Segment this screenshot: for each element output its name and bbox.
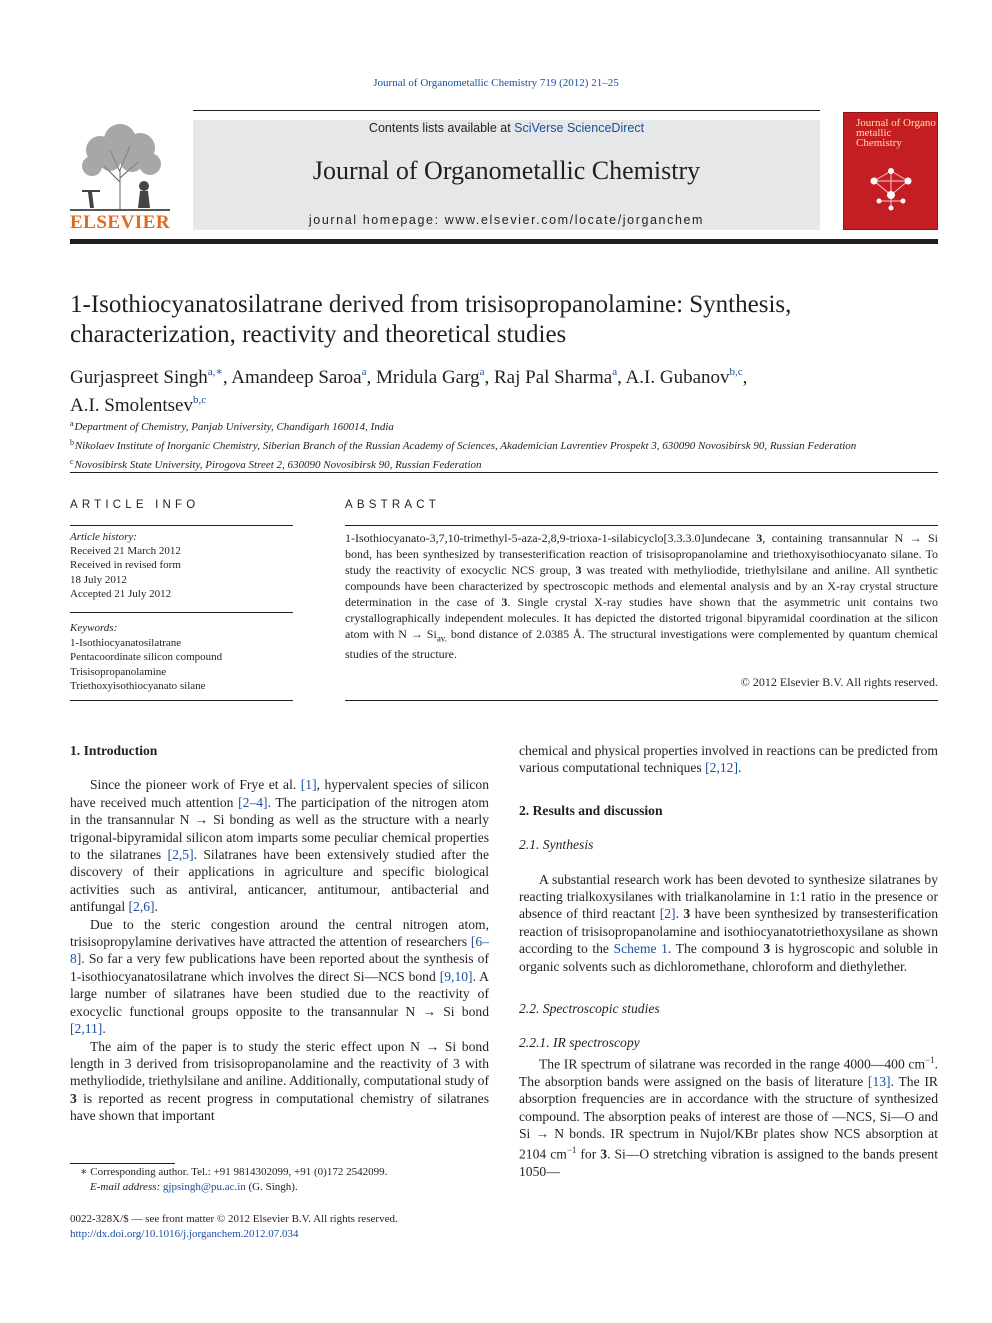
divider: [70, 525, 293, 526]
author-4-affil: a: [612, 366, 618, 378]
keywords-label: Keywords:: [70, 622, 118, 634]
abstract-heading: ABSTRACT: [345, 499, 440, 511]
author-6[interactable]: A.I. Smolentsev$^{b,c}$: [70, 394, 207, 416]
keyword: Trisisopropanolamine: [70, 665, 167, 678]
section-heading-results: 2. Results and discussion: [519, 802, 663, 818]
history-item: Received in revised form: [70, 559, 181, 572]
header-rule: [193, 110, 820, 111]
author-6-affil: b,c: [192, 394, 207, 406]
author-4[interactable]: Raj Pal Sharma$^a$: [494, 366, 618, 388]
history-item: 18 July 2012: [70, 573, 127, 586]
affiliation-b: $^b$ Nikolaev Institute of Inorganic Chemistry, Siberian Branch of the Russian Academy of Sciences, Akademician Lavrentiev Prospekt 3, 630090 Novosibirsk 90, Russian Federation: [70, 438, 857, 452]
header-thick-rule: [70, 239, 938, 244]
author-5[interactable]: A.I. Gubanov$^{b,c}$: [625, 366, 743, 388]
ref-link[interactable]: [1]: [300, 777, 317, 793]
paragraph: Due to the steric congestion around the central nitrogen atom, trisisopropylamine derivatives have attracted the attention of researchers [6–8]. So far a very few publications have been reported about the synthesis of 1-isothiocyanatosilatrane which involves the direct Si—NCS bond [9,10]. A large number of silatranes have been studied due to the reactivity of exocyclic functional groups opposite to the transannular N → Si bond [2,11].: [70, 916, 489, 1037]
affiliation-c: $^c$ Novosibirsk State University, Pirogova Street 2, 630090 Novosibirsk 90, Russian Federation: [70, 457, 482, 471]
footnote-rule: [70, 1163, 175, 1164]
section-heading-introduction: 1. Introduction: [70, 743, 158, 758]
article-info-heading: ARTICLE INFO: [70, 499, 200, 511]
history-label: Article history:: [70, 531, 137, 543]
article-history: [70, 530, 293, 601]
divider: [70, 472, 938, 473]
history-item: Received 21 March 2012: [70, 545, 181, 558]
affiliations: [70, 416, 938, 473]
author-3[interactable]: Mridula Garg$^a$: [376, 366, 485, 388]
body-column-right: [519, 742, 938, 1181]
corresponding-author: ∗ Corresponding author. Tel.: +91 9814302099, +91 (0)172 2542099.: [80, 1166, 388, 1178]
ref-link[interactable]: [2,12]: [705, 760, 738, 776]
paragraph: Since the pioneer work of Frye et al. [1], hypervalent species of silicon have received much attention [2–4]. The participation of the nitrogen atom in the transannular N → Si bonding as well as the structure with a nearly trigonal-bipyramidal silicon atom imparts some peculiar chemical properties to the silatranes [2,5]. Silatranes have been extensively studied after the discovery of their applications in agriculture and specific biological activities such as antiviral, anticancer, antitumour, antibacterial and antifungal [2,6].: [70, 777, 489, 915]
journal-title: Journal of Organometallic Chemistry: [312, 156, 701, 185]
divider: [70, 612, 293, 613]
ref-link[interactable]: [6–8]: [70, 934, 489, 967]
subsubsection-heading-ir: 2.2.1. IR spectroscopy: [519, 1035, 640, 1051]
paragraph: A substantial research work has been devoted to synthesize silatranes by reacting trialkoxysilanes with trialkanolamine in 1:1 ratio in the presence or absence of third reactant [2]. 3 have been synthesized by transesterification reaction of trisisopropanolamine and isothiocyanatotriethoxysilane as shown according to the Scheme 1. The compound 3 is hygroscopic and soluble in organic solvents such as dichloromethane, chloroform and diethylether.: [519, 871, 938, 974]
author-1[interactable]: Gurjaspreet Singh$^{a,∗}$: [70, 366, 223, 388]
doi-link[interactable]: http://dx.doi.org/10.1016/j.jorganchem.2012.07.034: [70, 1227, 299, 1240]
publication-note: [70, 1212, 489, 1241]
ref-link[interactable]: [2,5]: [167, 847, 194, 863]
issn-line: 0022-328X/$ — see front matter © 2012 Elsevier B.V. All rights reserved.: [70, 1213, 398, 1225]
keyword: 1-Isothiocyanatosilatrane: [70, 636, 182, 649]
email-line: E-mail address: gjpsingh@pu.ac.in (G. Singh).: [90, 1181, 298, 1193]
sciencedirect-link[interactable]: SciVerse ScienceDirect: [514, 121, 645, 135]
ref-link[interactable]: [2,11]: [70, 1021, 103, 1037]
author-2[interactable]: Amandeep Saroa$^a$: [231, 366, 367, 388]
keyword: Pentacoordinate silicon compound: [70, 651, 223, 663]
history-item: Accepted 21 July 2012: [70, 587, 172, 600]
tree-icon: [70, 120, 170, 212]
journal-homepage[interactable]: journal homepage: www.elsevier.com/locate/jorganchem: [308, 213, 705, 227]
journal-citation[interactable]: Journal of Organometallic Chemistry 719 (2012) 21–25: [373, 77, 619, 89]
paragraph: chemical and physical properties involved in reactions can be predicted from various computational techniques [2,12].: [519, 743, 938, 776]
abstract-text: 1-Isothiocyanato-3,7,10-trimethyl-5-aza-2,8,9-trioxa-1-silabicyclo[3.3.3.0]undecane 3, containing transannular N → Si bond, has been synthesized by transesterification reaction of trisisopropanolamine and triethoxyisothiocyanato silane. To study the reactivity of exocyclic NCS group, 3 was treated with methyliodide, triethylsilane and aniline. All synthetic compounds have been characterized by spectroscopic methods and elemental analysis and by an X-ray crystal structure determination in the case of 3. Single crystal X-ray studies have shown that the asymmetric unit contains two crystallographically independent molecules. It has depicted the distorted trigonal bipyramidal coordination at the silicon atom with $N \to Si_{av.}$ bond distance of 2.0385 Å. The structural investigations were complemented by quantum chemical studies of the structure.: [345, 531, 939, 662]
elsevier-wordmark: ELSEVIER: [70, 212, 171, 233]
affiliation-a: $^a$ Department of Chemistry, Panjab University, Chandigarh 160014, India: [70, 419, 394, 433]
copyright-notice: © 2012 Elsevier B.V. All rights reserved.: [740, 675, 938, 689]
email-link[interactable]: gjpsingh@pu.ac.in: [162, 1181, 246, 1193]
paragraph: The IR spectrum of silatrane was recorded in the range 4000—400 $cm^{-1}$. The absorption bands were assigned on the basis of literature [13]. The IR absorption frequencies are in accordance with the structure of synthesized compound. The absorption peaks of interest are those of —NCS, Si—O and Si → N bonds. IR spectrum in Nujol/KBr plates show NCS absorption at 2104 $cm^{-1}$ for 3. Si—O stretching vibration is assigned to the bands present 1050—: [519, 1054, 938, 1180]
author-3-affil: a: [479, 366, 485, 378]
ref-link[interactable]: [13]: [867, 1073, 891, 1089]
keyword: Triethoxyisothiocyanato silane: [70, 680, 206, 692]
author-list: Gurjaspreet Singh$^{a,∗}$, Amandeep Saroa$^a$, Mridula Garg$^a$, Raj Pal Sharma$^a$, A.I. Gubanov$^{b,c}$, A.I. Smolentsev$^{b,c}$: [70, 366, 748, 416]
author-1-affil: a,∗: [207, 366, 223, 378]
article-title: 1-Isothiocyanatosilatrane derived from trisisopropanolamine: Synthesis, characterization, reactivity and theoretical studies: [70, 291, 792, 348]
paragraph: The aim of the paper is to study the steric effect upon N → Si bond length in 3 derived from trisisopropanolamine and the reactivity of 3 with methyliodide, triethylsilane and aniline. Additionally, computational study of 3 is reported as recent progress in computational chemistry of silatranes have shown that important: [70, 1038, 489, 1124]
corresponding-footnote: [70, 1165, 489, 1195]
author-5-affil: b,c: [729, 366, 743, 378]
subsection-heading-spectroscopic: 2.2. Spectroscopic studies: [519, 1001, 660, 1017]
ref-link[interactable]: [2–4]: [238, 794, 268, 810]
body-column-left: [70, 742, 489, 1125]
journal-cover-thumbnail[interactable]: [843, 112, 938, 230]
cover-title: Journal of Organo metallic Chemistry: [856, 117, 936, 149]
contents-line: [193, 121, 820, 135]
divider: [345, 700, 938, 701]
molecule-icon: [844, 113, 938, 230]
ref-link[interactable]: [9,10]: [439, 968, 473, 984]
keywords: [70, 621, 293, 694]
scheme-link[interactable]: Scheme 1: [613, 941, 668, 957]
ref-link[interactable]: [2]: [659, 906, 676, 922]
subsection-heading-synthesis: 2.1. Synthesis: [519, 837, 594, 853]
contents-prefix: Contents lists available at: [368, 121, 515, 135]
divider: [345, 525, 938, 526]
ref-link[interactable]: [2,6]: [128, 899, 155, 915]
author-2-affil: a: [361, 366, 367, 378]
divider: [70, 700, 293, 701]
